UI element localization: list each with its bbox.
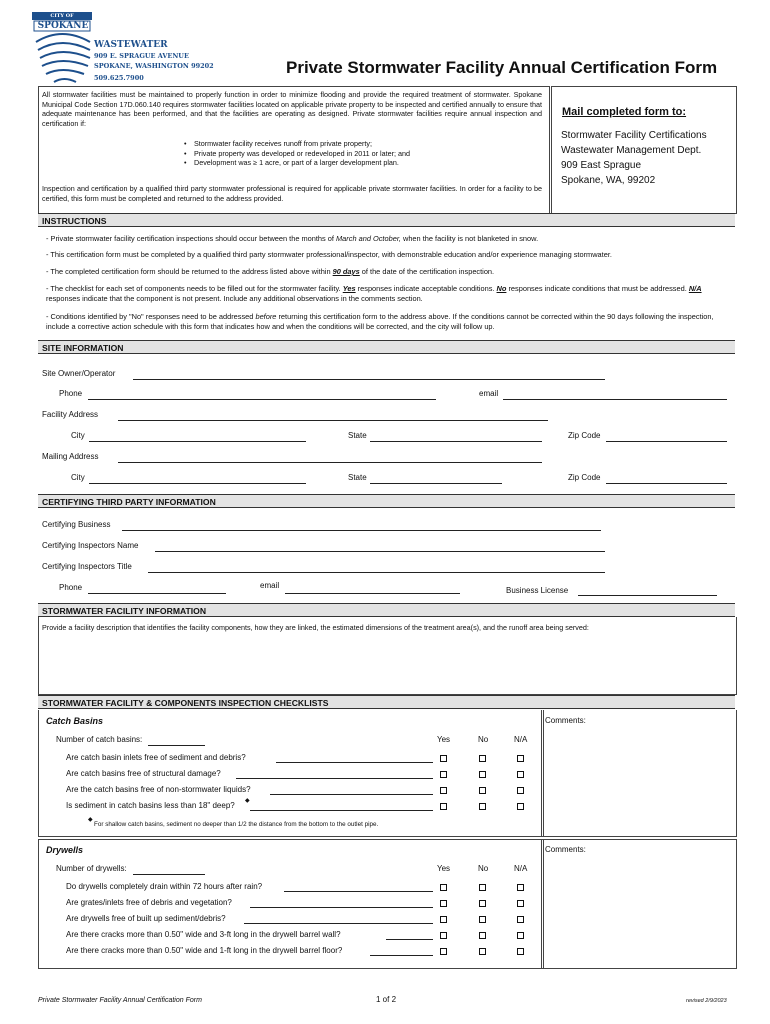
catch-basins-comments-label: Comments:	[545, 716, 586, 725]
inspector-name-label: Certifying Inspectors Name	[42, 541, 139, 550]
catch-item-4-na-checkbox[interactable]	[517, 803, 524, 810]
catch-item-4-no-checkbox[interactable]	[479, 803, 486, 810]
logo-citystate: SPOKANE, WASHINGTON 99202	[94, 62, 214, 70]
site-email-field[interactable]	[503, 399, 727, 400]
facility-zip-label: Zip Code	[568, 431, 601, 440]
no-column-label: No	[478, 735, 489, 744]
footnote-marker-icon: ◆	[88, 817, 93, 823]
drywell-item-2-no-checkbox[interactable]	[479, 900, 486, 907]
drywell-item-2: Are grates/inlets free of debris and vegetation?	[66, 898, 232, 907]
mailing-address-field[interactable]	[118, 462, 542, 463]
na-column-label: N/A	[514, 864, 528, 873]
facility-city-label: City	[71, 431, 85, 440]
no-column-label: No	[478, 864, 489, 873]
site-phone-label: Phone	[59, 389, 83, 398]
drywell-item-4-na-checkbox[interactable]	[517, 932, 524, 939]
logo-phone: 509.625.7900	[94, 74, 144, 82]
facility-info-header: STORMWATER FACILITY INFORMATION	[38, 603, 735, 617]
site-email-label: email	[479, 389, 499, 398]
instruction-5: - Conditions identified by "No" responses need to be addressed before returning this certification form to the address above. If the conditions cannot be corrected within the 90 days following the inspection, include a corrective action schedule with this form that indicates how and when the conditions will be corrected, and the city will follow up.	[46, 312, 714, 331]
drywell-item-2-yes-checkbox[interactable]	[440, 900, 447, 907]
catch-item-2-yes-checkbox[interactable]	[440, 771, 447, 778]
inspector-title-field[interactable]	[148, 572, 605, 573]
drywell-item-4-no-checkbox[interactable]	[479, 932, 486, 939]
catch-item-2-line	[236, 778, 433, 779]
drywell-item-1-na-checkbox[interactable]	[517, 884, 524, 891]
drywell-item-4: Are there cracks more than 0.50" wide and 3-ft long in the drywell barrel wall?	[66, 930, 341, 939]
facility-zip-field[interactable]	[606, 441, 727, 442]
inspector-name-field[interactable]	[155, 551, 605, 552]
inspector-title-label: Certifying Inspectors Title	[42, 562, 132, 571]
yes-column-label: Yes	[437, 735, 451, 744]
page-number: 1 of 2	[376, 995, 397, 1004]
certifying-phone-label: Phone	[59, 583, 83, 592]
criteria-list	[184, 139, 524, 168]
drywell-item-5: Are there cracks more than 0.50" wide and 1-ft long in the drywell barrel floor?	[66, 946, 343, 955]
catch-item-1-line	[276, 762, 433, 763]
page-title: Private Stormwater Facility Annual Certification Form	[286, 58, 718, 77]
mail-line-4: Spokane, WA, 99202	[561, 175, 656, 186]
certifying-business-field[interactable]	[122, 530, 601, 531]
logo	[32, 12, 242, 88]
mailing-zip-field[interactable]	[606, 483, 727, 484]
drywells-count-label: Number of drywells:	[56, 864, 127, 873]
drywell-item-1-line	[284, 891, 433, 892]
certifying-business-label: Certifying Business	[42, 520, 111, 529]
drywell-item-3: Are drywells free of built up sediment/debris?	[66, 914, 226, 923]
catch-item-4: Is sediment in catch basins less than 18" deep?	[66, 801, 235, 810]
catch-item-3-line	[270, 794, 433, 795]
catch-item-1-yes-checkbox[interactable]	[440, 755, 447, 762]
drywell-item-5-na-checkbox[interactable]	[517, 948, 524, 955]
drywells-comments-box[interactable]	[541, 839, 737, 969]
catch-item-1-no-checkbox[interactable]	[479, 755, 486, 762]
catch-item-2: Are catch basins free of structural damage?	[66, 769, 221, 778]
mailing-city-label: City	[71, 473, 85, 482]
logo-street: 909 E. SPRAGUE AVENUE	[94, 52, 189, 60]
catch-item-3-yes-checkbox[interactable]	[440, 787, 447, 794]
facility-state-field[interactable]	[370, 441, 542, 442]
drywell-item-3-no-checkbox[interactable]	[479, 916, 486, 923]
drywell-item-2-line	[250, 907, 433, 908]
criteria-item: • Private property was developed or redeveloped in 2011 or later; and	[184, 149, 524, 159]
yes-column-label: Yes	[437, 864, 451, 873]
facility-state-label: State	[348, 431, 367, 440]
catch-item-1: Are catch basin inlets free of sediment and debris?	[66, 753, 246, 762]
checklists-header: STORMWATER FACILITY & COMPONENTS INSPECTION CHECKLISTS	[38, 695, 735, 709]
catch-item-2-na-checkbox[interactable]	[517, 771, 524, 778]
intro-paragraph: All stormwater facilities must be maintained to properly function in order to minimize flooding and provide the required treatment of stormwater. Spokane Municipal Code Section 17D.060.140 requires stormwater facilities located on applicable private property to be inspected and certified annually to ensure that adequate maintenance has been performed, and that the facilities are operating as designed. Private stormwater facilities require annual inspection and certification if:	[42, 90, 542, 128]
na-column-label: N/A	[514, 735, 528, 744]
footer-form-name: Private Stormwater Facility Annual Certification Form	[38, 997, 202, 1004]
mailing-state-label: State	[348, 473, 367, 482]
drywell-item-3-yes-checkbox[interactable]	[440, 916, 447, 923]
drywell-item-5-yes-checkbox[interactable]	[440, 948, 447, 955]
mailing-zip-label: Zip Code	[568, 473, 601, 482]
logo-dept: WASTEWATER	[94, 40, 168, 50]
instructions-header: INSTRUCTIONS	[38, 213, 735, 227]
instruction-1: - Private stormwater facility certification inspections should occur between the months of March and October, when the facility is not blanketed in snow.	[46, 234, 539, 243]
mail-line-2: Wastewater Management Dept.	[561, 145, 702, 156]
instruction-2: - This certification form must be completed by a qualified third party stormwater professional/inspector, with demonstrable education and/or experience managing stormwater.	[46, 250, 612, 259]
facility-city-field[interactable]	[89, 441, 306, 442]
catch-basins-count-label: Number of catch basins:	[56, 735, 143, 744]
drywell-item-4-yes-checkbox[interactable]	[440, 932, 447, 939]
certifying-email-field[interactable]	[285, 593, 460, 594]
catch-item-1-na-checkbox[interactable]	[517, 755, 524, 762]
facility-address-field[interactable]	[118, 420, 548, 421]
logo-city: SPOKANE	[37, 21, 89, 31]
criteria-item: • Stormwater facility receives runoff from private property;	[184, 139, 524, 149]
catch-basins-comments-box[interactable]	[541, 710, 737, 837]
catch-basins-count-field[interactable]	[148, 745, 205, 746]
criteria-item: • Development was ≥ 1 acre, or part of a larger development plan.	[184, 158, 524, 168]
catch-item-3: Are the catch basins free of non-stormwater liquids?	[66, 785, 251, 794]
mail-line-1: Stormwater Facility Certifications	[561, 130, 707, 141]
drywell-item-3-line	[244, 923, 433, 924]
mail-heading: Mail completed form to:	[562, 106, 687, 118]
catch-item-4-line	[250, 810, 433, 811]
drywell-item-1: Do drywells completely drain within 72 hours after rain?	[66, 882, 263, 891]
drywells-comments-label: Comments:	[545, 845, 586, 854]
mailing-address-label: Mailing Address	[42, 452, 99, 461]
facility-address-label: Facility Address	[42, 410, 99, 419]
logo-city-of: CITY OF	[50, 13, 74, 19]
diamond-marker-icon: ◆	[245, 798, 250, 804]
business-license-field[interactable]	[578, 595, 717, 596]
drywell-item-5-no-checkbox[interactable]	[479, 948, 486, 955]
site-info-header: SITE INFORMATION	[38, 340, 735, 354]
mailing-city-field[interactable]	[89, 483, 306, 484]
revision-date: revised 2/9/2023	[686, 998, 727, 1004]
site-owner-field[interactable]	[133, 379, 605, 380]
certifying-phone-field[interactable]	[88, 593, 226, 594]
catch-item-3-no-checkbox[interactable]	[479, 787, 486, 794]
drywell-item-3-na-checkbox[interactable]	[517, 916, 524, 923]
drywell-item-4-line	[386, 939, 433, 940]
intro-paragraph-2: Inspection and certification by a qualified third party stormwater professional is required for applicable private stormwater facilities. In order for a facility to be certified, this form must be completed and returned to the address provided.	[42, 184, 542, 203]
facility-description-prompt: Provide a facility description that identifies the facility components, how they are linked, the estimated dimensions of the treatment area(s), and the runoff area being served:	[42, 623, 589, 632]
drywells-count-field[interactable]	[133, 874, 205, 875]
mail-line-3: 909 East Sprague	[561, 160, 642, 171]
catch-item-2-no-checkbox[interactable]	[479, 771, 486, 778]
certifying-header: CERTIFYING THIRD PARTY INFORMATION	[38, 494, 735, 508]
site-phone-field[interactable]	[88, 399, 436, 400]
drywell-item-5-line	[370, 955, 433, 956]
catch-item-3-na-checkbox[interactable]	[517, 787, 524, 794]
instruction-4: - The checklist for each set of components needs to be filled out for the stormwater facility. Yes responses indicate acceptable conditions. No responses indicate conditions that must be addressed. N/A responses indicate that the component is not present. Include any additional observations in the comments section.	[46, 284, 702, 303]
catch-item-4-yes-checkbox[interactable]	[440, 803, 447, 810]
business-license-label: Business License	[506, 586, 569, 595]
instruction-3: - The completed certification form should be returned to the address listed above within 90 days of the date of the certification inspection.	[46, 267, 495, 276]
site-owner-label: Site Owner/Operator	[42, 369, 116, 378]
mailing-state-field[interactable]	[370, 483, 502, 484]
catch-basins-title: Catch Basins	[46, 716, 104, 726]
drywell-item-2-na-checkbox[interactable]	[517, 900, 524, 907]
drywells-title: Drywells	[46, 845, 84, 855]
certifying-email-label: email	[260, 581, 280, 590]
drywell-item-1-no-checkbox[interactable]	[479, 884, 486, 891]
catch-footnote: For shallow catch basins, sediment no deeper than 1/2 the distance from the bottom to the outlet pipe.	[94, 821, 379, 828]
drywell-item-1-yes-checkbox[interactable]	[440, 884, 447, 891]
